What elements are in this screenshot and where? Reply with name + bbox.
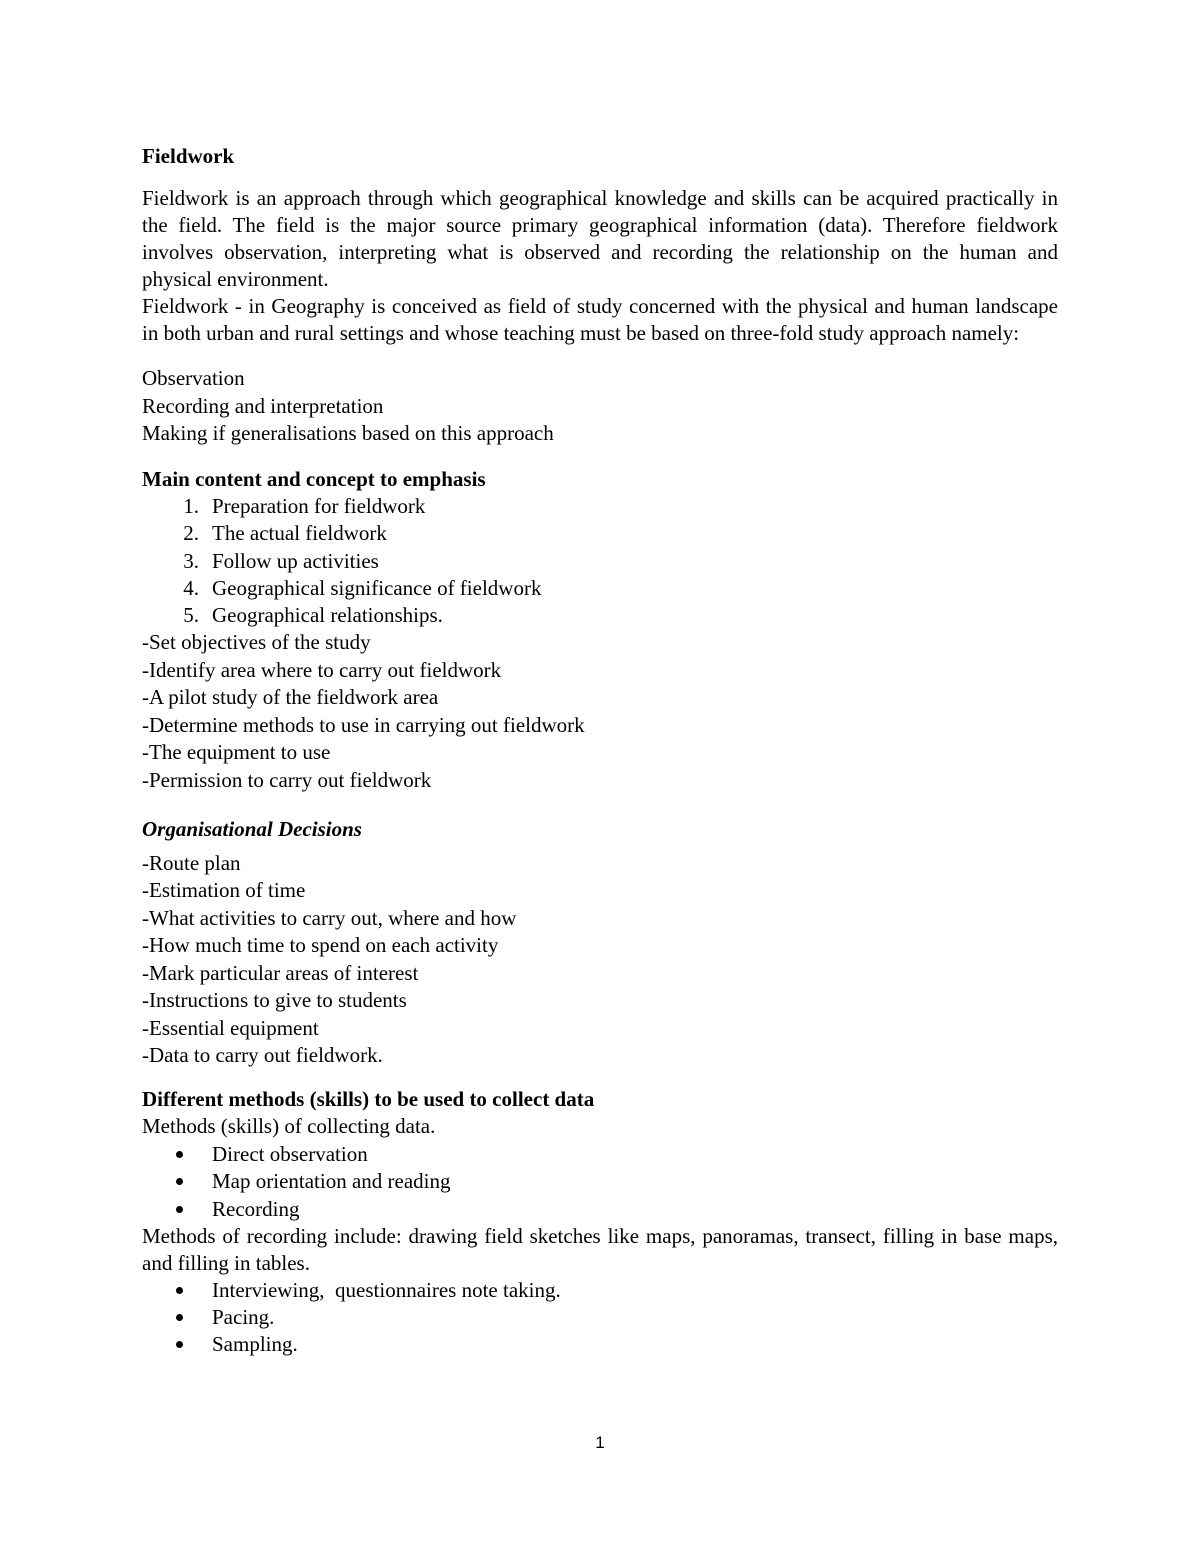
definition-paragraph: Fieldwork - in Geography is conceived as field of study concerned with the physical and human landscape in both urban and rural settings and whose teaching must be based on three-fold study approach namely: [142,294,1058,345]
dash-item: -Determine methods to use in carrying out fieldwork [142,712,585,737]
list-item [142,548,1058,575]
list-item-text: Preparation for fieldwork [212,494,426,518]
spacer [142,794,1058,816]
bullet-icon [176,1314,183,1321]
organisational-heading: Organisational Decisions [142,817,362,842]
organisational-list [142,850,1058,1070]
list-number: 2. [183,521,199,546]
bullet-text: Direct observation [212,1141,368,1166]
list-number: 4. [183,575,199,600]
bullet-item [142,1304,1058,1331]
list-number: 3. [183,548,199,573]
list-number: 1. [183,494,199,518]
list-number: 5. [183,603,199,628]
bullet-item [142,1331,1058,1358]
dash-item: -What activities to carry out, where and how [142,905,517,930]
dash-item: -Estimation of time [142,878,306,903]
methods-heading: Different methods (skills) to be used to collect data [142,1086,595,1111]
dash-item: -Identify area where to carry out fieldwork [142,657,502,682]
spacer [142,347,1058,365]
list-item [142,602,1058,629]
list-item [142,575,1058,602]
document-title: Fieldwork [142,144,235,168]
dash-item: -The equipment to use [142,740,331,765]
methods-bullet-list-2 [142,1277,1058,1359]
dash-item: -Route plan [142,850,241,875]
list-item-text: Geographical relationships. [212,603,443,628]
spacer [142,1070,1058,1086]
dash-item: -Permission to carry out fieldwork [142,767,432,792]
bullet-item [142,1196,1058,1223]
bullet-icon [176,1178,183,1185]
bullet-text: Sampling. [212,1332,298,1357]
bullet-item [142,1277,1058,1304]
list-item-text: The actual fieldwork [212,521,387,546]
bullet-text: Pacing. [212,1305,275,1330]
spacer [142,448,1058,466]
page-number: 1 [595,1433,605,1452]
bullet-item [142,1168,1058,1195]
list-item-text: Geographical significance of fieldwork [212,575,542,600]
dash-item: -Set objectives of the study [142,630,371,655]
bullet-icon [176,1206,183,1213]
dash-item: -How much time to spend on each activity [142,933,499,958]
bullet-text: Map orientation and reading [212,1169,451,1194]
intro-paragraph: Fieldwork is an approach through which geographical knowledge and skills can be acquired practically in the field. The field is the major source primary geographical information (data). Therefore fieldwork involves observation, interpreting what is observed and recording the relationship on the human and physical environment. [142,186,1058,291]
bullet-item [142,1141,1058,1168]
bullet-text: Recording [212,1196,300,1221]
preparation-dash-list [142,629,1058,794]
dash-item: -Data to carry out fieldwork. [142,1043,383,1068]
document-page [142,140,1058,1359]
main-content-heading: Main content and concept to emphasis [142,466,486,491]
approach-item: Recording and interpretation [142,393,384,418]
main-content-numbered-list [142,493,1058,629]
approach-item: Making if generalisations based on this approach [142,421,554,445]
bullet-icon [176,1287,183,1294]
bullet-text: Interviewing, questionnaires note taking. [212,1277,561,1302]
methods-subheading: Methods (skills) of collecting data. [142,1114,436,1139]
approach-list [142,365,1058,448]
list-item [142,520,1058,547]
dash-item: -A pilot study of the fieldwork area [142,685,439,710]
list-item-text: Follow up activities [212,548,379,573]
bullet-icon [176,1151,183,1158]
dash-item: -Mark particular areas of interest [142,960,419,985]
dash-item: -Instructions to give to students [142,988,407,1013]
list-item [142,493,1058,520]
recording-paragraph: Methods of recording include: drawing field sketches like maps, panoramas, transect, filling in base maps, and filling in tables. [142,1223,1058,1275]
dash-item: -Essential equipment [142,1015,319,1040]
methods-bullet-list [142,1141,1058,1223]
bullet-icon [176,1341,183,1348]
approach-item: Observation [142,366,245,390]
